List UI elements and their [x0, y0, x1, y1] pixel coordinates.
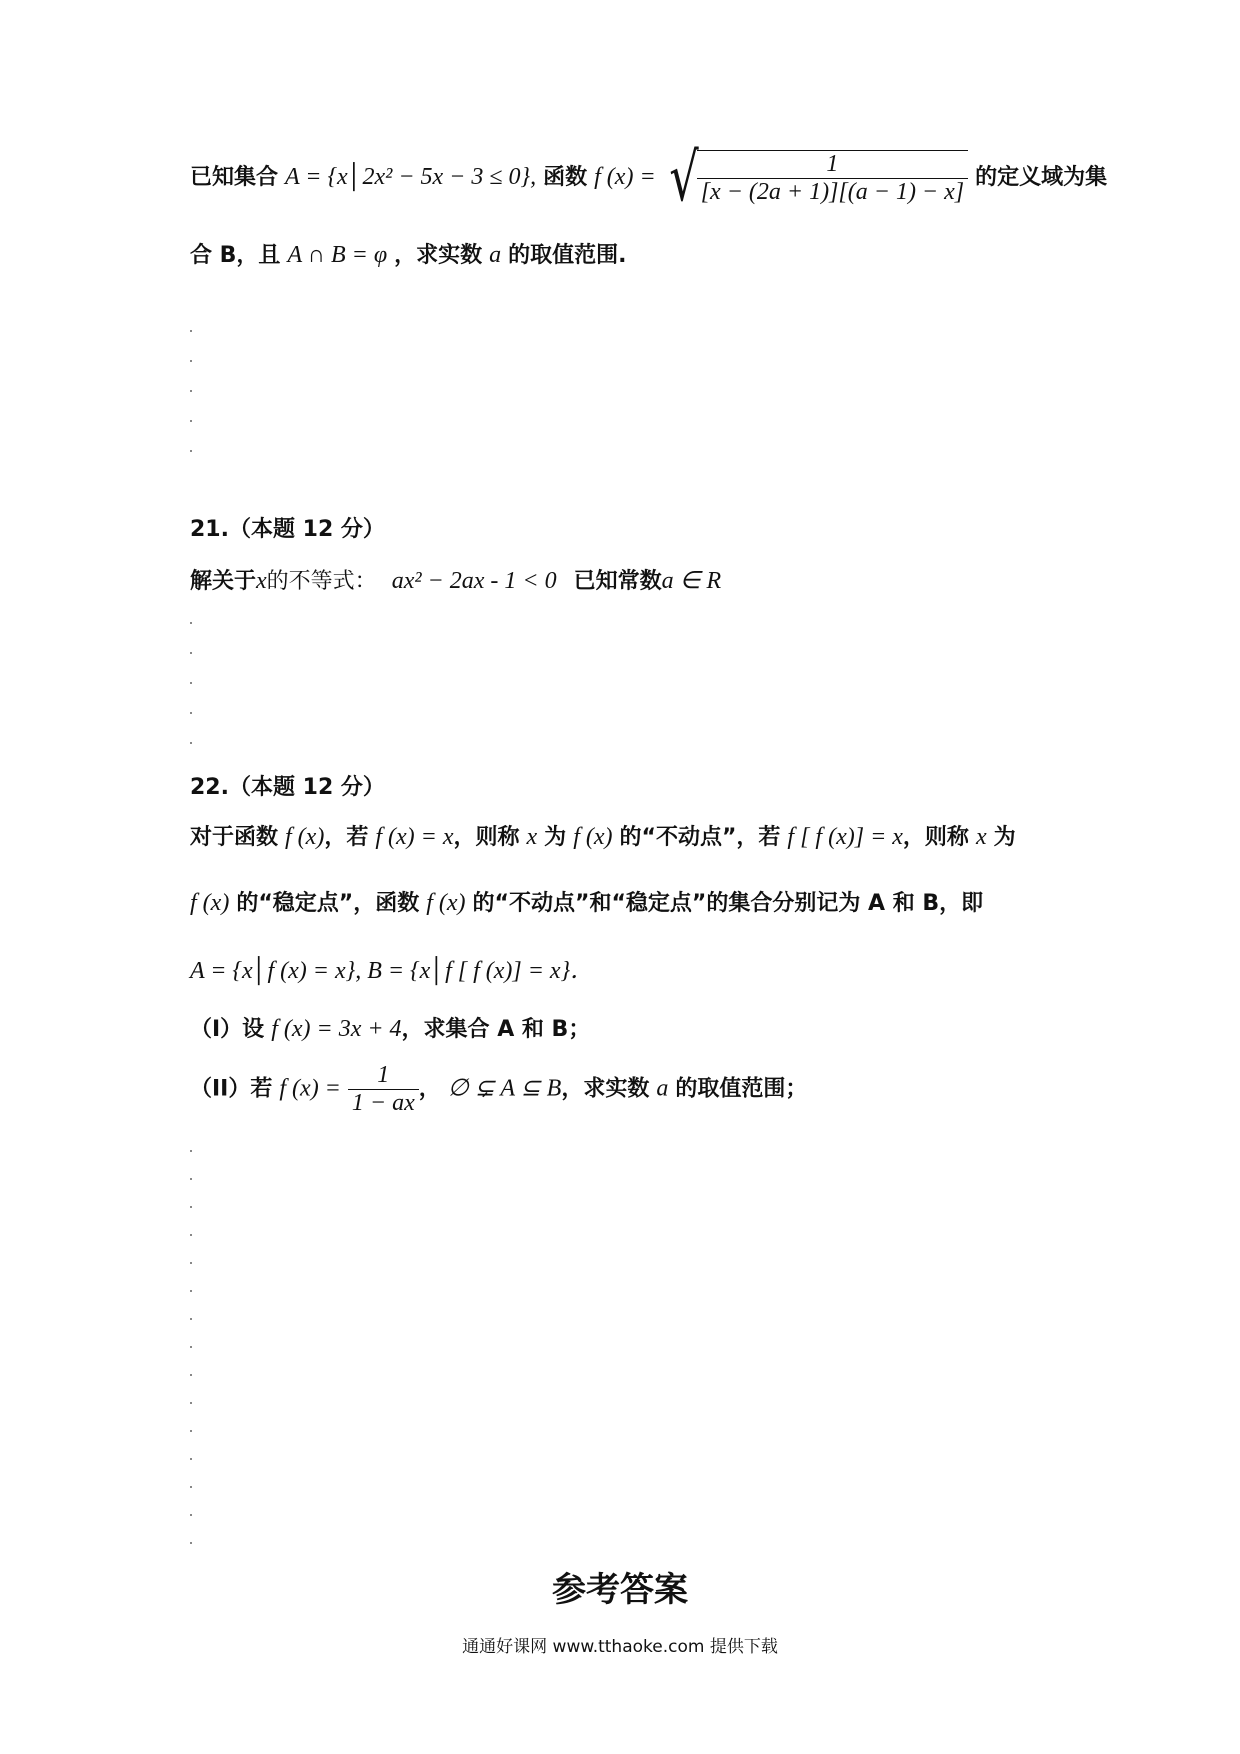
q22-x-2: x	[975, 824, 987, 850]
q20-sqrt: √ $\frac{1}{[x - (2a + 1)][(a - 1) - x]}$	[663, 148, 968, 208]
q22-part2-fraction	[348, 1062, 419, 1117]
q20-denominator: [x − (2a + 1)][(a − 1) − x]	[697, 178, 968, 206]
q22-f-4: f (x)	[426, 890, 466, 916]
q22-sets: A = {x│f (x) = x}, B = {x│f [ f (x)] = x}．	[190, 958, 595, 984]
answer-space-dots-3	[190, 1150, 194, 1550]
q22-p2c: 的“不动点”和“稳定点”的集合分别记为 A 和 B，即	[472, 891, 984, 916]
q20-numerator: 1	[826, 151, 839, 177]
q22-p1c: ，则称	[453, 825, 520, 850]
answer-title: 参考答案	[552, 1570, 688, 1610]
q21-prefix: 解关于	[190, 569, 257, 594]
q22-p1b: ，若	[324, 825, 369, 850]
q20-line2-suffix: ，求实数	[394, 243, 483, 268]
answer-space-dots-2	[190, 622, 194, 762]
q22-part2-den: 1 − ax	[348, 1089, 419, 1117]
q22-line2	[190, 886, 983, 917]
q22-p1g: 为	[993, 825, 1016, 850]
q22-p1e: 的“不动点”，若	[619, 825, 781, 850]
q21-var-x: x	[256, 568, 267, 594]
q22-f-3: f (x)	[190, 890, 230, 916]
q21-inequality: ax² − 2ax - 1 < 0	[391, 568, 557, 594]
q22-f-1: f (x)	[285, 824, 325, 850]
q21-mid2: 已知常数	[573, 569, 662, 594]
q20-line2-prefix: 合 B，且	[190, 243, 281, 268]
q22-part2-a: a	[656, 1075, 669, 1102]
q22-eq-2: f [ f (x)] = x	[787, 824, 903, 850]
answer-space-dots-1	[190, 330, 194, 470]
q22-part2-mid: ，	[418, 1076, 441, 1102]
q22-part2-label: （II）若	[190, 1076, 273, 1102]
q20-fx: f (x) =	[594, 164, 656, 190]
q21-mid: 的不等式：	[266, 569, 377, 594]
q22-part2-end: 的取值范围；	[675, 1076, 808, 1102]
q22-line1	[190, 820, 1016, 851]
q22-part1-text: ，求集合 A 和 B；	[401, 1017, 591, 1042]
q21-heading: 21.（本题 12 分）	[190, 517, 385, 542]
q22-p1: 对于函数	[190, 825, 279, 850]
q22-part1	[190, 1012, 590, 1043]
q22-p2b: 的“稳定点”，函数	[236, 891, 420, 916]
q20-line2	[190, 238, 627, 269]
q20-line2-end: 的取值范围.	[508, 243, 627, 268]
q22-part1-label: （I）设	[190, 1017, 265, 1042]
q22-eq-1: f (x) = x	[375, 824, 454, 850]
q20-condition: A ∩ B = φ	[287, 242, 388, 268]
q20-prefix: 已知集合	[190, 165, 279, 190]
q20-func-word: 函数	[543, 165, 588, 190]
q22-x-1: x	[526, 824, 538, 850]
q20-suffix: 的定义域为集	[975, 165, 1108, 190]
q22-part2-num: 1	[377, 1062, 390, 1088]
q22-part2-text: ，求实数	[561, 1076, 650, 1102]
footer: 通通好课网 www.tthaoke.com 提供下载	[462, 1637, 778, 1657]
q22-f-2: f (x)	[573, 824, 613, 850]
q20-var-a: a	[489, 242, 502, 268]
q22-part2-cond: ∅ ⊊ A ⊆ B	[447, 1075, 562, 1102]
q22-p1f: ，则称	[902, 825, 969, 850]
q22-p1d: 为	[544, 825, 567, 850]
q22-part2	[190, 1062, 807, 1117]
q20-set-a: A = {x│2x² − 5x − 3 ≤ 0},	[285, 164, 537, 190]
q21-text	[190, 564, 721, 595]
q22-part1-eq: f (x) = 3x + 4	[271, 1016, 402, 1042]
q22-heading: 22.（本题 12 分）	[190, 775, 385, 800]
q21-condition: a ∈ R	[661, 568, 722, 594]
q20-fraction	[697, 151, 968, 206]
q22-part2-f: f (x) =	[279, 1075, 341, 1102]
q20-line1	[190, 139, 1108, 216]
